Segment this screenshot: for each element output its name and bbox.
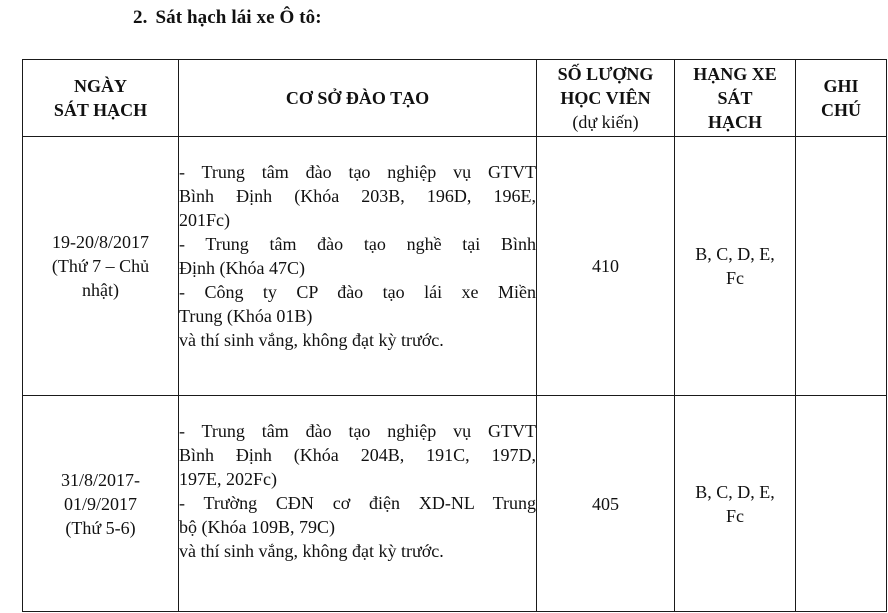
header-date: NGÀY SÁT HẠCH xyxy=(23,60,179,137)
notes-cell xyxy=(796,137,887,396)
exam-date-cell: 31/8/2017- 01/9/2017 (Thứ 5-6) xyxy=(23,396,179,612)
student-count-cell: 410 xyxy=(537,137,675,396)
section-title: Sát hạch lái xe Ô tô: xyxy=(155,7,322,28)
license-class-cell: B, C, D, E, Fc xyxy=(675,396,796,612)
training-center-cell: - Trung tâm đào tạo nghiệp vụ GTVT Bình Định (Khóa 204B, 191C, 197D, 197E, 202Fc) - Trường CĐN cơ điện XD-NL Trung bộ (Khóa 109B, 79C) và thí sinh vắng, không đạt kỳ trước. xyxy=(179,396,537,612)
header-notes: GHI CHÚ xyxy=(796,60,887,137)
header-training-center: CƠ SỞ ĐÀO TẠO xyxy=(179,60,537,137)
header-row xyxy=(23,60,887,137)
exam-schedule-table xyxy=(22,59,887,612)
table-row xyxy=(23,396,887,612)
section-number: 2. xyxy=(133,7,148,28)
exam-date-cell: 19-20/8/2017 (Thứ 7 – Chủ nhật) xyxy=(23,137,179,396)
student-count-cell: 405 xyxy=(537,396,675,612)
table-row xyxy=(23,137,887,396)
header-student-count: SỐ LƯỢNG HỌC VIÊN (dự kiến) xyxy=(537,60,675,137)
section-heading xyxy=(133,7,322,29)
header-estimated-note: (dự kiến) xyxy=(572,112,639,132)
header-license-class: HẠNG XE SÁT HẠCH xyxy=(675,60,796,137)
notes-cell xyxy=(796,396,887,612)
training-center-cell: - Trung tâm đào tạo nghiệp vụ GTVT Bình Định (Khóa 203B, 196D, 196E, 201Fc) - Trung tâm đào tạo nghề tại Bình Định (Khóa 47C) - Công ty CP đào tạo lái xe Miền Trung (Khóa 01B) và thí sinh vắng, không đạt kỳ trước. xyxy=(179,137,537,396)
license-class-cell: B, C, D, E, Fc xyxy=(675,137,796,396)
